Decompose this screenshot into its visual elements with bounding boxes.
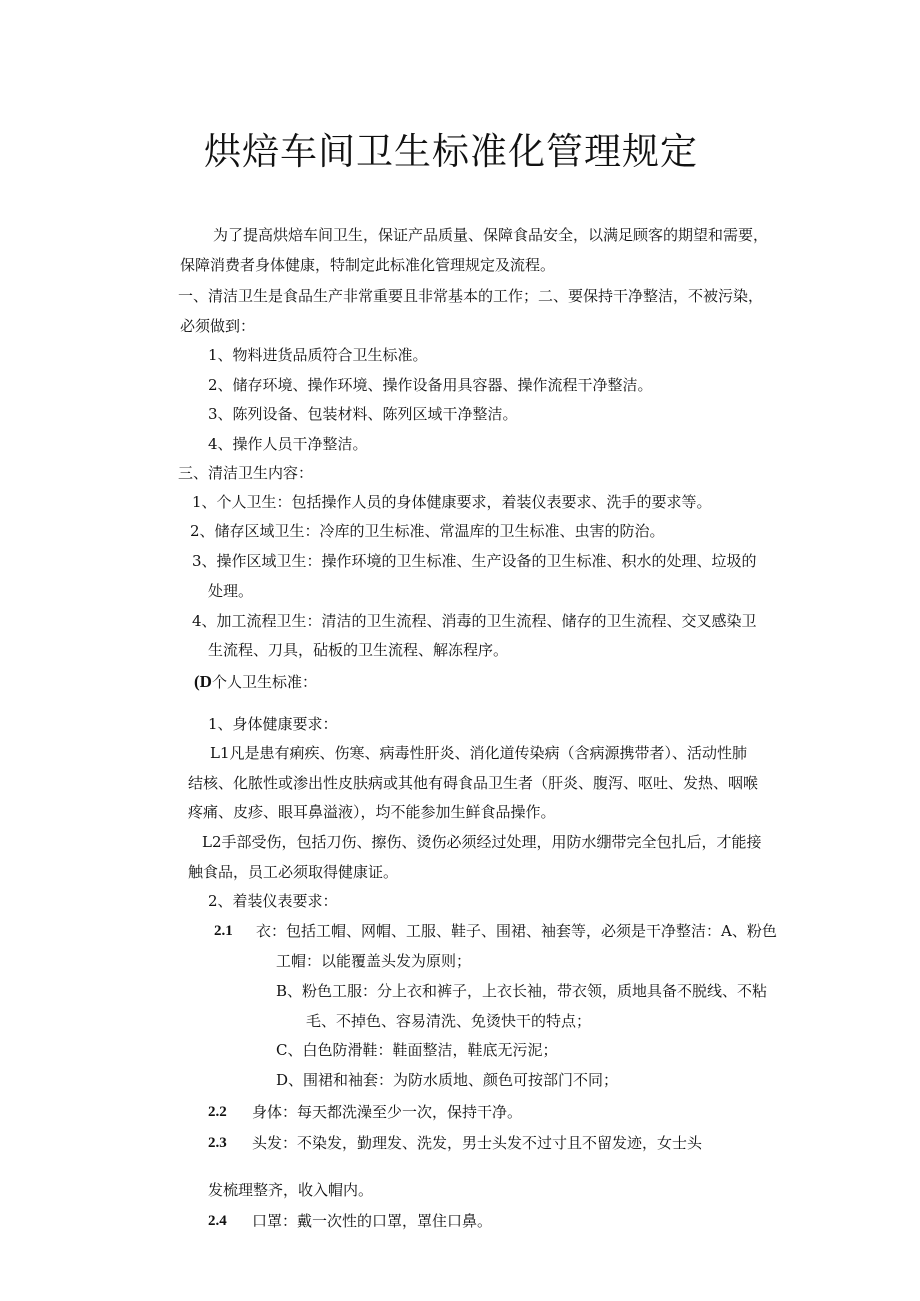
list-item: 2、储存环境、操作环境、操作设备用具容器、操作流程干净整洁。	[208, 376, 653, 394]
list-item: 2、储存区域卫生：冷库的卫生标准、常温库的卫生标准、虫害的防治。	[190, 522, 665, 540]
section-marker	[194, 672, 317, 692]
section-heading: 三、清洁卫生内容：	[178, 464, 314, 482]
clause-number: 2.2	[208, 1104, 227, 1120]
paragraph-line: D、围裙和袖套：为防水质地、颜色可按部门不同；	[276, 1071, 619, 1089]
list-item: 1、个人卫生：包括操作人员的身体健康要求，着装仪表要求、洗手的要求等。	[192, 493, 712, 511]
list-item: 4、操作人员干净整洁。	[208, 435, 368, 453]
paragraph-line: 口罩：戴一次性的口罩，罩住口鼻。	[252, 1212, 493, 1230]
section-number: (D	[194, 672, 212, 691]
paragraph-line: 结核、化脓性或渗出性皮肤病或其他有碍食品卫生者（肝炎、腹泻、呕吐、发热、咽喉	[188, 774, 759, 792]
list-item: 1、物料进货品质符合卫生标准。	[208, 346, 428, 364]
subheading: 2、着装仪表要求：	[208, 892, 338, 910]
paragraph-line: 头发：不染发，勤理发、洗发，男士头发不过寸且不留发迹，女士头	[252, 1134, 703, 1152]
list-item: 4、加工流程卫生：清洁的卫生流程、消毒的卫生流程、储存的卫生流程、交叉感染卫	[192, 612, 757, 630]
paragraph-line: 触食品，员工必须取得健康证。	[188, 863, 399, 881]
clause-number: 2.4	[208, 1213, 227, 1229]
paragraph-line: 衣：包括工帽、网帽、工服、鞋子、围裙、袖套等，必须是干净整洁：A、粉色	[256, 922, 777, 940]
clause-number: 2.1	[214, 923, 233, 939]
list-item: 3、陈列设备、包装材料、陈列区域干净整洁。	[208, 405, 518, 423]
page-title: 烘焙车间卫生标准化管理规定	[204, 130, 698, 173]
section-heading: 个人卫生标准：	[211, 673, 317, 691]
paragraph-line: 保障消费者身体健康，特制定此标准化管理规定及流程。	[180, 256, 556, 274]
paragraph-line: 为了提高烘焙车间卫生，保证产品质量、保障食品安全，以满足顾客的期望和需要，	[213, 226, 769, 244]
paragraph-line: 毛、不掉色、容易清洗、免烫快干的特点；	[306, 1012, 592, 1030]
paragraph-line: 发梳理整齐，收入帽内。	[208, 1181, 374, 1199]
paragraph-line: 一、清洁卫生是食品生产非常重要且非常基本的工作；二、要保持干净整洁，不被污染，	[178, 287, 764, 305]
paragraph-line: 身体：每天都洗澡至少一次，保持干净。	[252, 1103, 523, 1121]
paragraph-line: B、粉色工服：分上衣和裤子，上衣长袖，带衣领，质地具备不脱线、不粘	[276, 982, 768, 1000]
list-item-continuation: 生流程、刀具，砧板的卫生流程、解冻程序。	[208, 641, 509, 659]
paragraph-line: 必须做到：	[180, 317, 256, 335]
paragraph-line: 疼痛、皮疹、眼耳鼻溢液），均不能参加生鲜食品操作。	[188, 803, 556, 821]
paragraph-line: 工帽：以能覆盖头发为原则；	[276, 952, 472, 970]
list-item-continuation: 处理。	[208, 582, 254, 600]
clause-number: 2.3	[208, 1135, 227, 1151]
list-item: 3、操作区域卫生：操作环境的卫生标准、生产设备的卫生标准、积水的处理、垃圾的	[192, 552, 757, 570]
subheading: 1、身体健康要求：	[208, 715, 338, 733]
paragraph-line: L1凡是患有痢疾、伤寒、病毒性肝炎、消化道传染病（含病源携带者）、活动性肺	[210, 744, 748, 762]
paragraph-line: C、白色防滑鞋：鞋面整洁，鞋底无污泥；	[276, 1041, 558, 1059]
paragraph-line: L2手部受伤，包括刀伤、擦伤、烫伤必须经过处理，用防水绷带完全包扎后，才能接	[202, 833, 762, 851]
